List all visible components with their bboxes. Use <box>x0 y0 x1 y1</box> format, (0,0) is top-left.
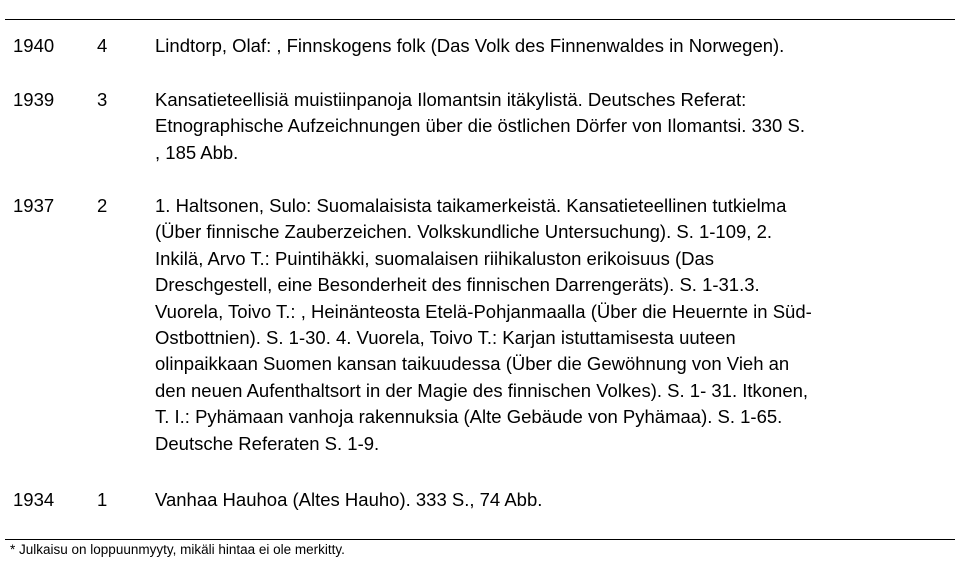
entry-line: olinpaikkaan Suomen kansan taikuudessa (Über die Gewöhnung von Vieh an <box>155 353 790 375</box>
entry-line: , 185 Abb. <box>155 141 239 163</box>
issue-number-cell: 1 <box>97 489 108 510</box>
entry-line: Etnographische Aufzeichnungen über die östlichen Dörfer von Ilomantsi. 330 S. <box>155 115 805 137</box>
entry-line: Ostbottnien). S. 1-30. 4. Vuorela, Toivo T.: Karjan istuttamisesta uuteen <box>155 327 736 349</box>
entry-line: (Über finnische Zauberzeichen. Volkskundliche Untersuchung). S. 1-109, 2. <box>155 221 773 243</box>
publication-entry <box>155 87 955 166</box>
entry-line: Lindtorp, Olaf: , Finnskogens folk (Das Volk des Finnenwaldes in Norwegen). <box>155 35 785 56</box>
entry-line: Inkilä, Arvo T.: Puintihäkki, suomalaisen riihikaluston erikoisuus (Das <box>155 247 715 269</box>
year-cell: 1937 <box>13 195 55 216</box>
year-cell: 1940 <box>13 35 55 56</box>
entry-line: den neuen Aufenthaltsort in der Magie des finnischen Volkes). S. 1- 31. Itkonen, <box>155 379 809 401</box>
publication-entry <box>155 33 955 59</box>
entry-line: 1. Haltsonen, Sulo: Suomalaisista taikamerkeistä. Kansatieteellinen tutkielma <box>155 195 787 216</box>
publication-entry <box>155 193 955 457</box>
entry-line: T. I.: Pyhämaan vanhoja rakennuksia (Alte Gebäude von Pyhämaa). S. 1-65. <box>155 406 783 428</box>
issue-number-cell: 3 <box>97 89 108 110</box>
entry-line: Deutsche Referaten S. 1-9. <box>155 432 380 454</box>
publication-entry <box>155 487 955 513</box>
entry-line: Vuorela, Toivo T.: , Heinänteosta Etelä-Pohjanmaalla (Über die Heuernte in Süd- <box>155 300 812 322</box>
entry-line: Kansatieteellisiä muistiinpanoja Ilomantsin itäkylistä. Deutsches Referat: <box>155 89 747 110</box>
table-top-rule <box>5 19 955 20</box>
footnote-rule <box>5 539 955 540</box>
footnote: * Julkaisu on loppuunmyyty, mikäli hintaa ei ole merkitty. <box>10 542 345 557</box>
year-cell: 1934 <box>13 489 55 510</box>
entry-line: Vanhaa Hauhoa (Altes Hauho). 333 S., 74 Abb. <box>155 489 543 510</box>
entry-line: Dreschgestell, eine Besonderheit des finnischen Darrengeräts). S. 1-31.3. <box>155 274 760 296</box>
year-cell: 1939 <box>13 89 55 110</box>
issue-number-cell: 2 <box>97 195 108 216</box>
issue-number-cell: 4 <box>97 35 108 56</box>
